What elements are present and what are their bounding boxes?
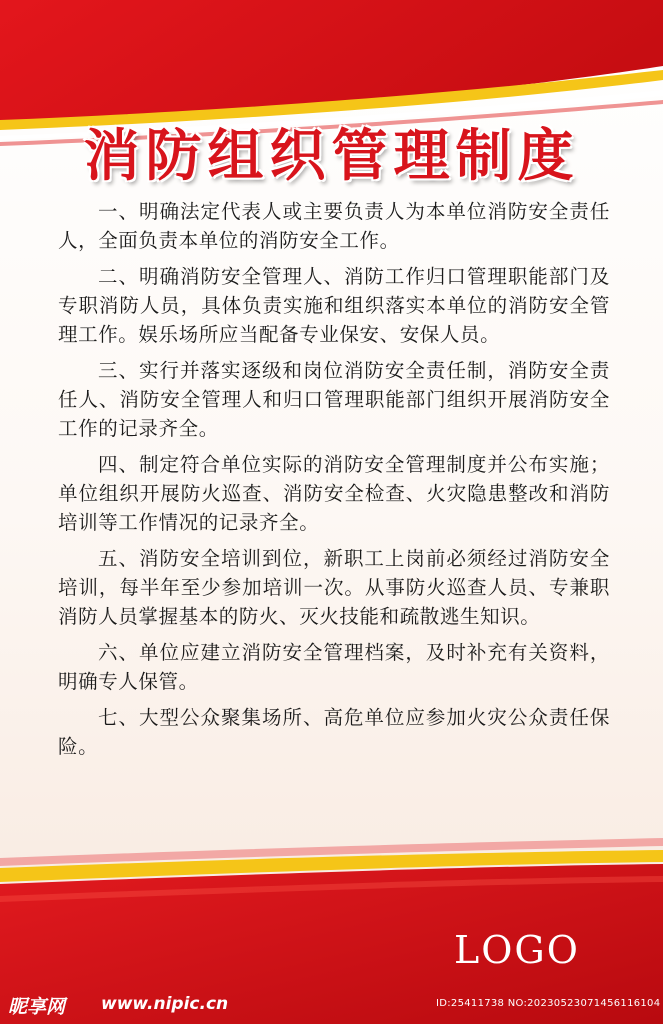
watermark-url: www.nipic.cn — [101, 994, 229, 1014]
poster-title: 消防组织管理制度 — [83, 124, 580, 189]
regulation-item-2: 二、明确消防安全管理人、消防工作归口管理职能部门及专职消防人员，具体负责实施和组织落实本单位的消防安全管理工作。娱乐场所应当配备专业保安、安保人员。 — [58, 265, 610, 346]
watermark-id: ID:25411738 NO:20230523071456116104 — [436, 998, 661, 1009]
regulation-list — [58, 197, 610, 768]
regulation-item-5: 五、消防安全培训到位，新职工上岗前必须经过消防安全培训，每半年至少参加培训一次。从事防火巡查人员、专兼职消防人员掌握基本的防火、灭火技能和疏散逃生知识。 — [58, 547, 610, 628]
regulation-item-6: 六、单位应建立消防安全管理档案，及时补充有关资料，明确专人保管。 — [58, 641, 610, 693]
regulation-item-3: 三、实行并落实逐级和岗位消防安全责任制，消防安全责任人、消防安全管理人和归口管理职能部门组织开展消防安全工作的记录齐全。 — [58, 359, 610, 440]
logo-placeholder: LOGO — [454, 928, 580, 972]
watermark-brand: 昵享网 — [8, 996, 66, 1018]
regulation-item-1: 一、明确法定代表人或主要负责人为本单位消防安全责任人，全面负责本单位的消防安全工作。 — [58, 200, 610, 252]
regulation-item-4: 四、制定符合单位实际的消防安全管理制度并公布实施；单位组织开展防火巡查、消防安全检查、火灾隐患整改和消防培训等工作情况的记录齐全。 — [58, 453, 610, 534]
regulation-item-7: 七、大型公众聚集场所、高危单位应参加火灾公众责任保险。 — [58, 706, 610, 758]
